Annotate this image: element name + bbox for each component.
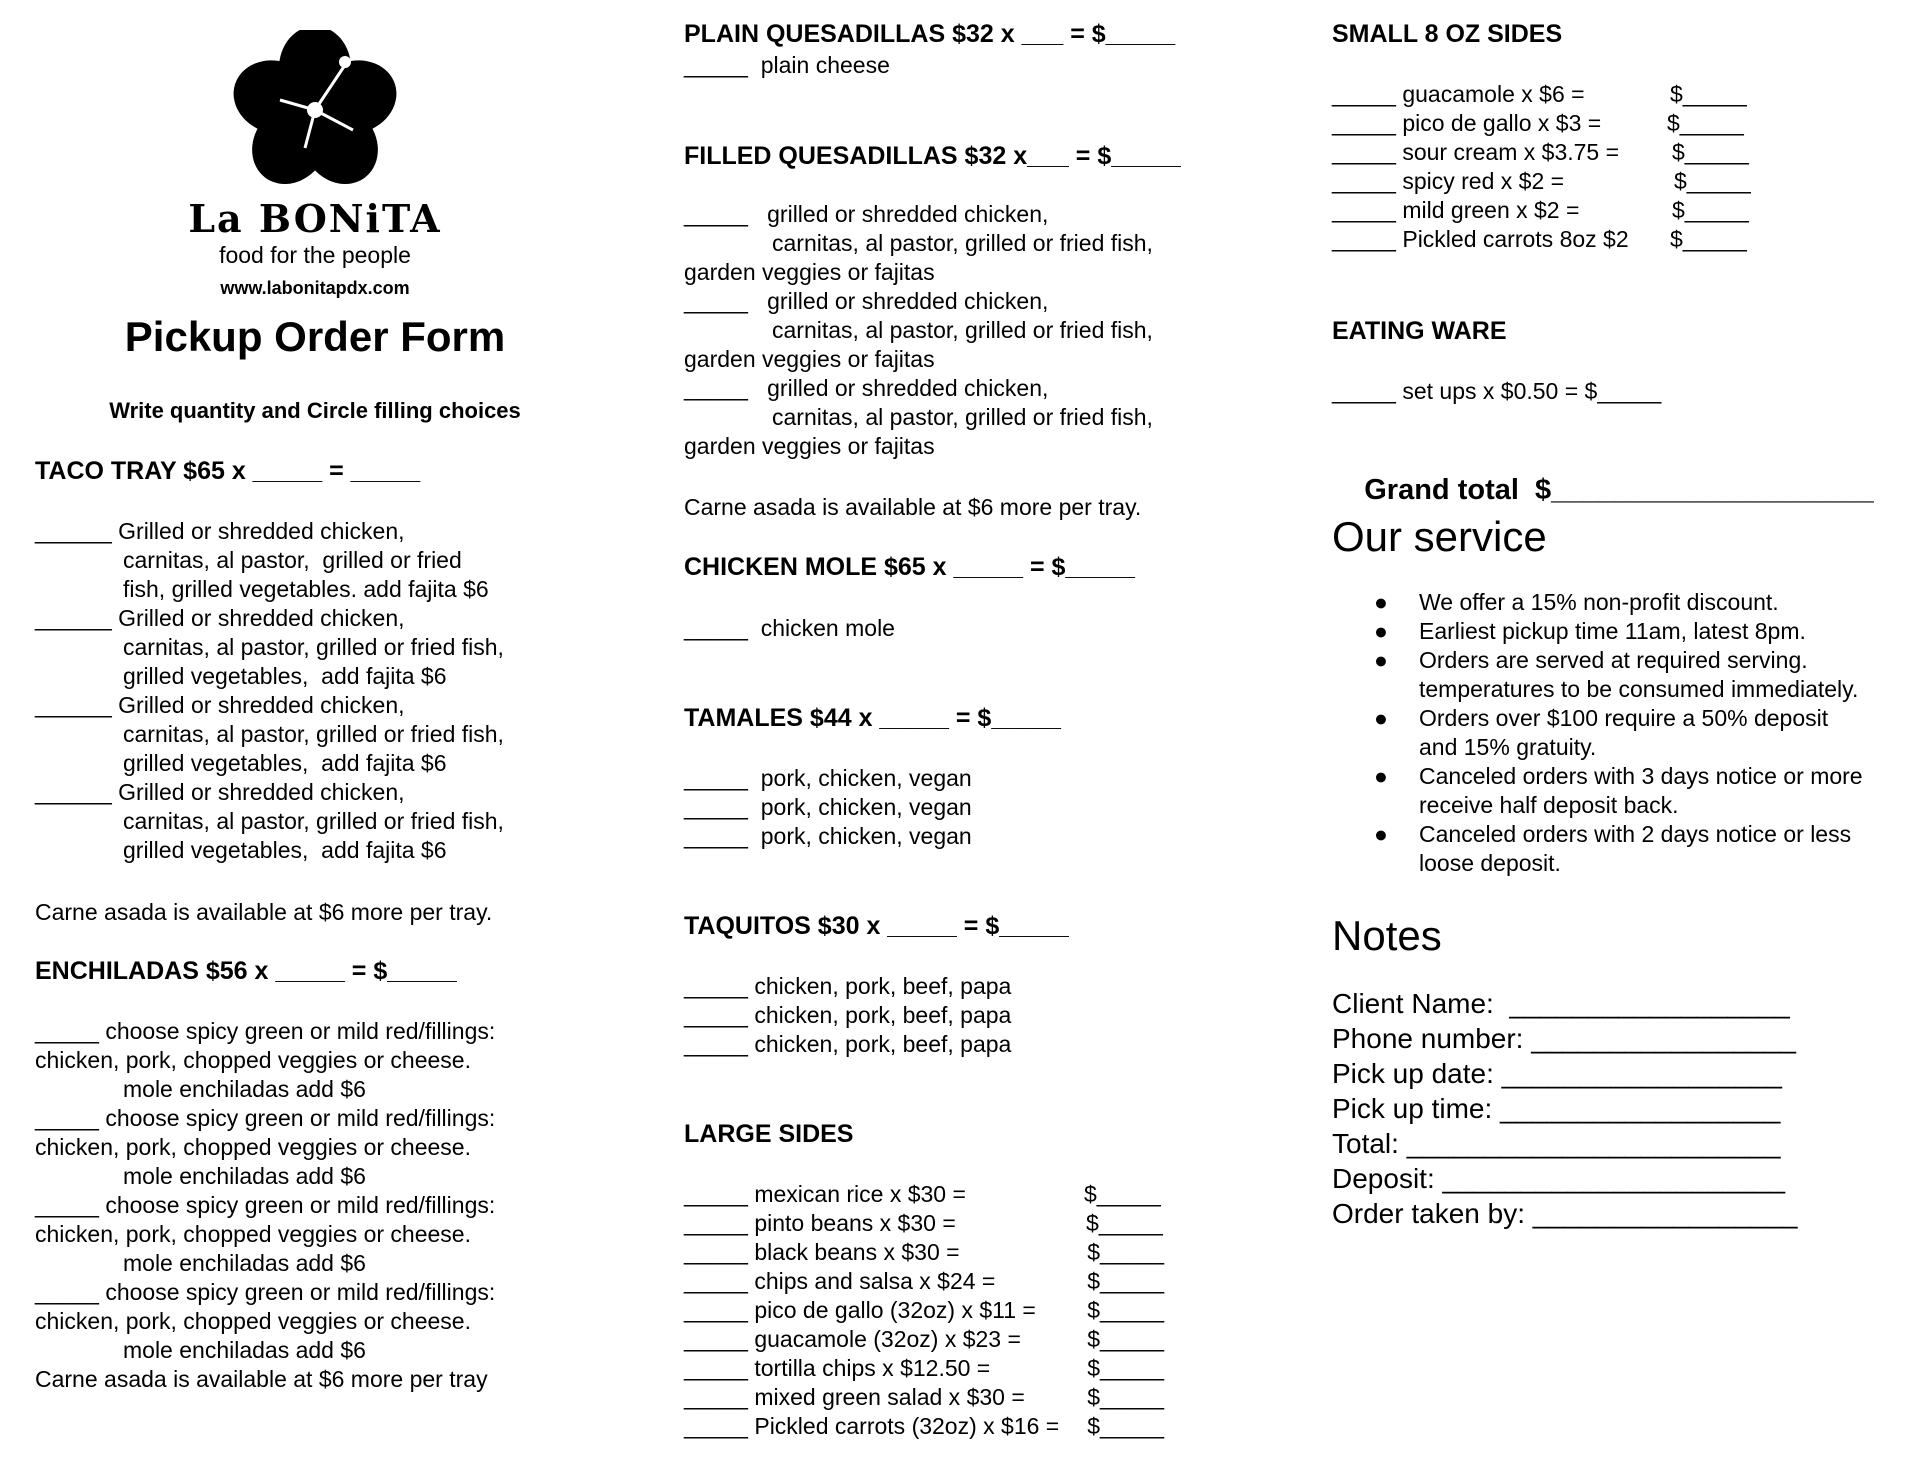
service-heading: Our service (1332, 513, 1547, 560)
list-item[interactable]: _____ grilled or shredded chicken, (684, 201, 1049, 227)
list-item[interactable]: _____ choose spicy green or mild red/fillings: (35, 1192, 496, 1218)
list-item: carnitas, al pastor, grilled or fried fish, (123, 808, 504, 834)
list-item[interactable] (1332, 167, 1772, 196)
phone-number-field[interactable]: Phone number: _________________ (1332, 1023, 1796, 1054)
list-item[interactable]: _____ grilled or shredded chicken, (684, 375, 1049, 401)
list-item: ● Canceled orders with 3 days notice or more receive half deposit back. (1374, 763, 1863, 818)
large-side-label: _____ guacamole (32oz) x $23 = (684, 1326, 1021, 1352)
large-side-label: _____ black beans x $30 = (684, 1239, 960, 1265)
list-item[interactable] (684, 1267, 1164, 1296)
large-side-amount: $_____ (1087, 1413, 1164, 1439)
notes-heading: Notes (1332, 912, 1442, 959)
list-item[interactable] (684, 1296, 1164, 1325)
bullet-icon: ● (1374, 618, 1388, 644)
large-side-amount: $_____ (1087, 1384, 1164, 1410)
list-item[interactable]: _____ pork, chicken, vegan (684, 794, 972, 820)
filled-quesadillas-heading: FILLED QUESADILLAS $32 x___ = $_____ (684, 142, 1181, 170)
list-item: carnitas, al pastor, grilled or fried fish, (123, 721, 504, 747)
order-taken-by-field[interactable]: Order taken by: _________________ (1332, 1198, 1798, 1229)
large-side-amount: $_____ (1087, 1326, 1164, 1352)
large-side-label: _____ Pickled carrots (32oz) x $16 = (684, 1413, 1060, 1439)
list-item: ● Canceled orders with 2 days notice or less loose deposit. (1374, 821, 1852, 876)
list-item: fish, grilled vegetables. add fajita $6 (123, 576, 489, 602)
list-item[interactable] (684, 1209, 1164, 1238)
chicken-mole-heading: CHICKEN MOLE $65 x _____ = $_____ (684, 553, 1135, 581)
brand-url[interactable]: www.labonitapdx.com (220, 278, 410, 298)
brand-block (35, 30, 595, 301)
large-side-label: _____ chips and salsa x $24 = (684, 1268, 996, 1294)
filled-quesadillas-note: Carne asada is available at $6 more per tray. (684, 494, 1142, 520)
list-item: carnitas, al pastor, grilled or fried fish, (772, 404, 1153, 430)
enchiladas-options (35, 1017, 495, 1394)
list-item: carnitas, al pastor, grilled or fried fish, (772, 230, 1153, 256)
list-item[interactable] (1332, 109, 1772, 138)
small-side-label: _____ sour cream x $3.75 = (1332, 139, 1620, 165)
taquitos-heading: TAQUITOS $30 x _____ = $_____ (684, 912, 1069, 940)
list-item[interactable]: _____ plain cheese (684, 52, 890, 78)
list-item: mole enchiladas add $6 (123, 1163, 366, 1189)
small-side-label: _____ Pickled carrots 8oz $2 (1332, 226, 1629, 252)
pickup-date-field[interactable]: Pick up date: __________________ (1332, 1058, 1782, 1089)
list-item: mole enchiladas add $6 (123, 1076, 366, 1102)
large-sides-heading: LARGE SIDES (684, 1120, 854, 1148)
list-item[interactable]: _____ choose spicy green or mild red/fillings: (35, 1105, 496, 1131)
large-side-amount: $_____ (1087, 1297, 1164, 1323)
client-name-field[interactable]: Client Name: __________________ (1332, 988, 1790, 1019)
list-item[interactable]: ______ Grilled or shredded chicken, (35, 779, 405, 805)
notes-fields (1332, 986, 1798, 1231)
bullet-icon: ● (1374, 763, 1388, 789)
page-title: Pickup Order Form (124, 313, 506, 360)
service-list (1332, 588, 1917, 878)
bullet-icon: ● (1374, 647, 1388, 673)
large-sides-list (684, 1180, 1164, 1441)
small-sides-list (1332, 80, 1772, 254)
list-item: grilled vegetables, add fajita $6 (123, 837, 447, 863)
large-side-amount: $_____ (1086, 1210, 1163, 1236)
list-item: garden veggies or fajitas (684, 259, 935, 285)
list-item[interactable]: _____ choose spicy green or mild red/fillings: (35, 1279, 496, 1305)
small-side-amount: $_____ (1672, 139, 1749, 165)
list-item: garden veggies or fajitas (684, 346, 935, 372)
taco-tray-options (35, 517, 504, 865)
instructions: Write quantity and Circle filling choices (109, 398, 521, 423)
deposit-field[interactable]: Deposit: ______________________ (1332, 1163, 1786, 1194)
bullet-icon: ● (1374, 821, 1388, 847)
large-side-label: _____ mixed green salad x $30 = (684, 1384, 1025, 1410)
list-item[interactable]: ______ Grilled or shredded chicken, (35, 605, 405, 631)
list-item[interactable] (684, 1354, 1164, 1383)
list-item[interactable]: _____ chicken, pork, beef, papa (684, 973, 1012, 999)
small-side-amount: $_____ (1670, 81, 1747, 107)
list-item[interactable] (684, 1325, 1164, 1354)
list-item[interactable]: ______ Grilled or shredded chicken, (35, 692, 405, 718)
small-side-amount: $_____ (1670, 226, 1747, 252)
large-side-label: _____ pinto beans x $30 = (684, 1210, 956, 1236)
small-side-label: _____ spicy red x $2 = (1332, 168, 1565, 194)
pickup-time-field[interactable]: Pick up time: __________________ (1332, 1093, 1781, 1124)
list-item: ● We offer a 15% non-profit discount. (1374, 589, 1779, 615)
list-item: ● Earliest pickup time 11am, latest 8pm. (1374, 618, 1806, 644)
list-item[interactable] (1332, 80, 1772, 109)
large-side-label: _____ mexican rice x $30 = (684, 1181, 966, 1207)
bullet-icon: ● (1374, 589, 1388, 615)
large-side-label: _____ pico de gallo (32oz) x $11 = (684, 1297, 1036, 1323)
list-item[interactable]: _____ pork, chicken, vegan (684, 823, 972, 849)
list-item: grilled vegetables, add fajita $6 (123, 663, 447, 689)
tamales-heading: TAMALES $44 x _____ = $_____ (684, 704, 1061, 732)
filled-quesadillas-options (684, 200, 1153, 461)
enchiladas-note: Carne asada is available at $6 more per tray (35, 1366, 488, 1392)
list-item[interactable]: ______ Grilled or shredded chicken, (35, 518, 405, 544)
list-item[interactable]: _____ chicken, pork, beef, papa (684, 1031, 1012, 1057)
brand-tagline: food for the people (219, 242, 411, 268)
list-item: mole enchiladas add $6 (123, 1337, 366, 1363)
large-side-amount: $_____ (1087, 1355, 1164, 1381)
list-item: carnitas, al pastor, grilled or fried fish, (772, 317, 1153, 343)
list-item[interactable]: _____ pork, chicken, vegan (684, 765, 972, 791)
bullet-icon: ● (1374, 705, 1388, 731)
list-item: mole enchiladas add $6 (123, 1250, 366, 1276)
small-side-amount: $_____ (1674, 168, 1751, 194)
list-item[interactable] (1332, 196, 1772, 225)
taco-tray-heading: TACO TRAY $65 x _____ = _____ (35, 457, 421, 485)
list-item[interactable] (1332, 225, 1772, 254)
small-side-label: _____ guacamole x $6 = (1332, 81, 1585, 107)
small-side-amount: $_____ (1672, 197, 1749, 223)
brand-name: La BONiTA (188, 196, 442, 241)
list-item: carnitas, al pastor, grilled or fried (123, 547, 462, 573)
large-side-amount: $_____ (1087, 1268, 1164, 1294)
small-sides-heading: SMALL 8 OZ SIDES (1332, 20, 1563, 48)
list-item[interactable] (1332, 138, 1772, 167)
list-item[interactable] (684, 1383, 1164, 1412)
enchiladas-heading: ENCHILADAS $56 x _____ = $_____ (35, 957, 457, 985)
list-item: chicken, pork, chopped veggies or cheese. (35, 1134, 471, 1160)
grand-total-field[interactable]: $____________________ (1535, 474, 1874, 506)
list-item[interactable]: _____ set ups x $0.50 = $_____ (1332, 378, 1662, 404)
eating-ware-heading: EATING WARE (1332, 317, 1507, 345)
large-side-amount: $_____ (1084, 1181, 1161, 1207)
taco-tray-note: Carne asada is available at $6 more per tray. (35, 899, 493, 925)
list-item[interactable]: _____ chicken mole (684, 615, 895, 641)
list-item: ● Orders are served at required serving. temperatures to be consumed immediately. (1374, 647, 1859, 702)
list-item: chicken, pork, chopped veggies or cheese. (35, 1047, 471, 1073)
list-item[interactable]: _____ chicken, pork, beef, papa (684, 1002, 1012, 1028)
taquitos-options (684, 972, 1011, 1059)
list-item[interactable]: _____ choose spicy green or mild red/fillings: (35, 1018, 496, 1044)
list-item: chicken, pork, chopped veggies or cheese. (35, 1308, 471, 1334)
list-item: ● Orders over $100 require a 50% deposit and 15% gratuity. (1374, 705, 1829, 760)
large-side-amount: $_____ (1087, 1239, 1164, 1265)
small-side-label: _____ mild green x $2 = (1332, 197, 1580, 223)
large-side-label: _____ tortilla chips x $12.50 = (684, 1355, 991, 1381)
hibiscus-logo-icon (225, 30, 405, 190)
list-item[interactable]: _____ grilled or shredded chicken, (684, 288, 1049, 314)
grand-total-label: Grand total (1364, 474, 1519, 506)
list-item[interactable] (684, 1238, 1164, 1267)
small-side-label: _____ pico de gallo x $3 = (1332, 110, 1602, 136)
list-item[interactable] (684, 1180, 1164, 1209)
list-item[interactable] (684, 1412, 1164, 1441)
list-item: carnitas, al pastor, grilled or fried fish, (123, 634, 504, 660)
list-item: grilled vegetables, add fajita $6 (123, 750, 447, 776)
list-item: chicken, pork, chopped veggies or cheese. (35, 1221, 471, 1247)
list-item: garden veggies or fajitas (684, 433, 935, 459)
total-field[interactable]: Total: ________________________ (1332, 1128, 1781, 1159)
tamales-options (684, 764, 972, 851)
plain-quesadillas-heading: PLAIN QUESADILLAS $32 x ___ = $_____ (684, 20, 1176, 48)
small-side-amount: $_____ (1667, 110, 1744, 136)
